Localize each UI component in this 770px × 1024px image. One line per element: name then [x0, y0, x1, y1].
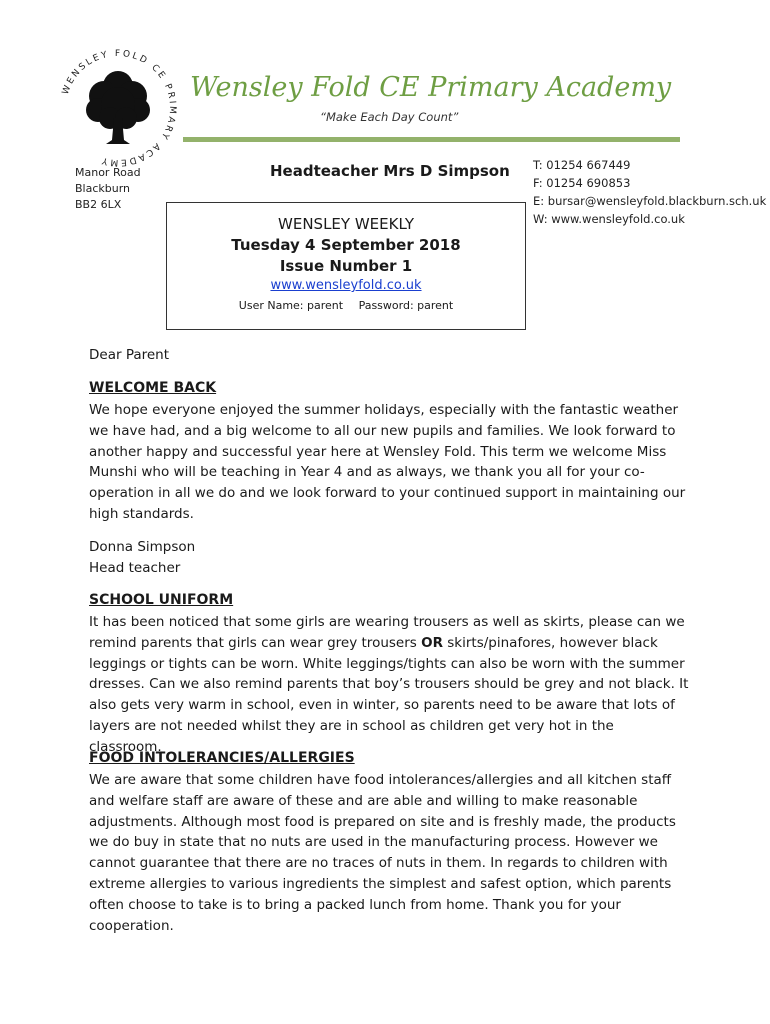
- paragraph-line: and welfare staff are aware of these and are able and willing to make reasonable: [89, 792, 638, 809]
- food-paragraph: [89, 770, 689, 936]
- school-name: Wensley Fold CE Primary Academy: [190, 72, 672, 103]
- section-heading-welcome: WELCOME BACK: [89, 380, 217, 396]
- logo-ring-text: WENSLEY FOLD CE PRIMARY ACADEMY: [60, 48, 178, 168]
- tree-icon: [86, 71, 150, 144]
- section-heading-food: FOOD INTOLERANCIES/ALLERGIES: [89, 750, 355, 766]
- paragraph-line: We hope everyone enjoyed the summer holidays, especially with the fantastic weather: [89, 402, 679, 418]
- paragraph-line: we do buy in state that no nuts are used in the manufacturing process. However we: [89, 834, 658, 851]
- contact-website[interactable]: W: www.wensleyfold.co.uk: [533, 212, 685, 226]
- paragraph-line: another happy and successful year here at Wensley Fold. This term we welcome Miss: [89, 443, 667, 460]
- contact-phone: T: 01254 667449: [533, 158, 631, 172]
- greeting: Dear Parent: [89, 347, 170, 363]
- paragraph-line: cannot guarantee that there are no traces of nuts in them. In regards to children with: [89, 855, 668, 872]
- paragraph-line: often choose to take is to bring a packed lunch from home. Thank you for your: [89, 896, 621, 913]
- issue-number: Issue Number 1: [279, 257, 413, 275]
- paragraph-line: We are aware that some children have food intolerances/allergies and all kitchen staff: [89, 772, 672, 788]
- school-motto: “Make Each Day Count”: [320, 110, 459, 124]
- paragraph-line: leggings or tights can be worn. White leggings/tights can also be worn with the summer: [89, 655, 685, 672]
- paragraph-line: Munshi who will be teaching in Year 4 and as always, we thank you all for your co-: [89, 464, 645, 481]
- header-divider: [183, 137, 680, 142]
- username-text: User Name: parent: [238, 299, 344, 312]
- paragraph-line: layers are not needed whilst they are in school as children get very hot in the classroom.: [89, 717, 614, 755]
- paragraph-line: extreme allergies to various ingredients the simplest and safest option, which parents: [89, 875, 672, 892]
- contact-email[interactable]: E: bursar@wensleyfold.blackburn.sch.uk: [533, 194, 767, 208]
- address-line: BB2 6LX: [75, 198, 122, 211]
- contact-fax: F: 01254 690853: [533, 176, 631, 190]
- paragraph-line: [89, 633, 689, 654]
- signature-name: Donna Simpson: [89, 539, 196, 555]
- section-heading-uniform: SCHOOL UNIFORM: [89, 592, 234, 608]
- uniform-paragraph: [89, 612, 689, 758]
- newsletter-issue-box: [166, 202, 526, 330]
- address-line: Manor Road: [75, 166, 141, 179]
- paragraph-line: also gets very warm in school, even in winter, so parents need to be aware that lots of: [89, 697, 675, 714]
- paragraph-line: high standards.: [89, 505, 194, 522]
- text-run: skirts/pinafores, however black: [442, 634, 658, 651]
- login-details: [167, 299, 525, 312]
- headteacher-name: Headteacher Mrs D Simpson: [270, 162, 510, 180]
- paragraph-line: adjustments. Although most food is prepared on site and is freshly made, the products: [89, 813, 676, 830]
- text-run: remind parents that girls can wear grey trousers: [89, 634, 422, 651]
- paragraph-line: operation in all we do and we look forward to your continued support in maintaining our: [89, 485, 686, 502]
- password-text: Password: parent: [358, 299, 454, 312]
- website-link[interactable]: www.wensleyfold.co.uk: [270, 278, 422, 293]
- issue-date: Tuesday 4 September 2018: [231, 236, 461, 254]
- paragraph-line: dresses. Can we also remind parents that boy’s trousers should be grey and not black. It: [89, 676, 689, 693]
- paragraph-line: we have had, and a big welcome to all our new pupils and families. We look forward to: [89, 422, 676, 439]
- signature-title: Head teacher: [89, 560, 181, 576]
- paragraph-line: It has been noticed that some girls are wearing trousers as well as skirts, please can we: [89, 614, 685, 630]
- paragraph-line: cooperation.: [89, 917, 174, 934]
- school-logo: [58, 48, 178, 168]
- address-line: Blackburn: [75, 182, 131, 195]
- welcome-paragraph: [89, 400, 689, 525]
- newsletter-title: WENSLEY WEEKLY: [278, 215, 414, 233]
- emphasis-or: OR: [421, 634, 443, 651]
